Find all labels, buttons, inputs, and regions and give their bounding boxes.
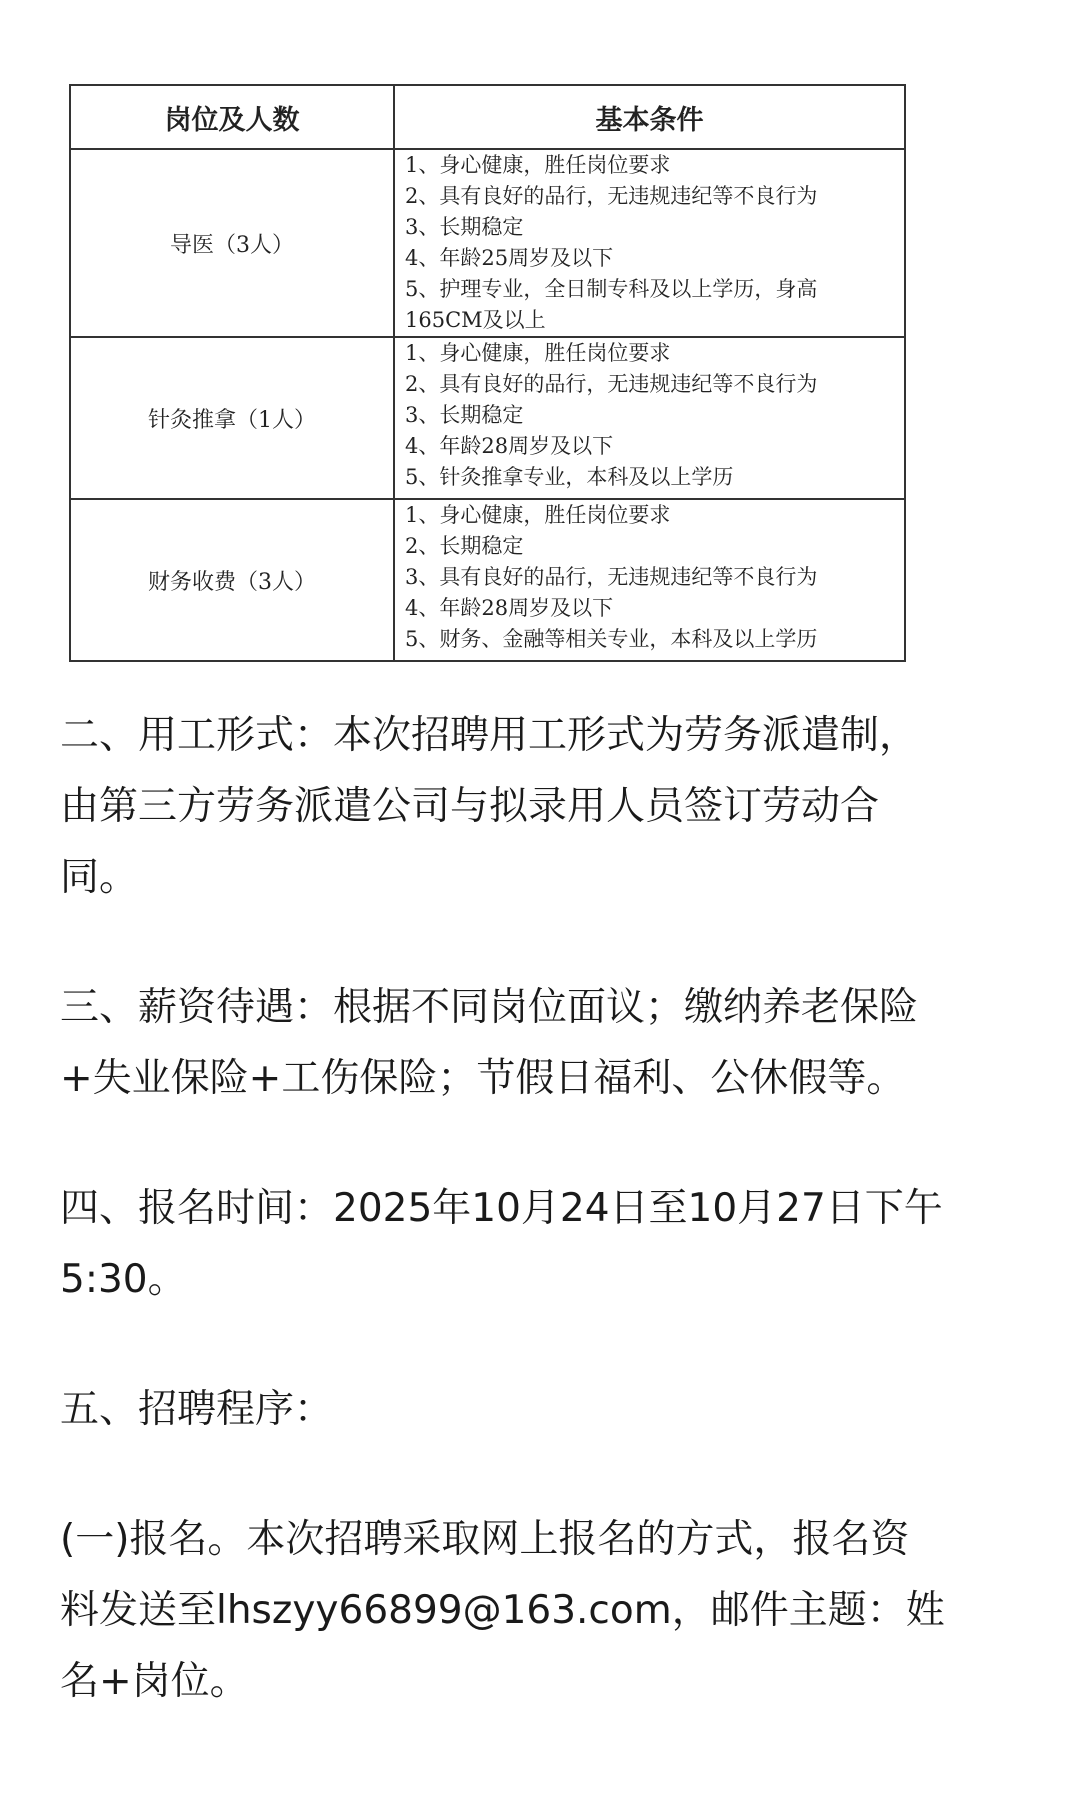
condition-line: 3、具有良好的品行，无违规违纪等不良行为 xyxy=(405,565,818,589)
condition-line: 1、身心健康，胜任岗位要求 xyxy=(405,503,671,527)
conditions-cell xyxy=(394,499,905,661)
table-header-row xyxy=(70,85,905,149)
conditions-cell xyxy=(394,337,905,499)
condition-line: 2、长期稳定 xyxy=(405,534,524,558)
registration-time-paragraph xyxy=(60,1173,1030,1315)
text-line: 同。 xyxy=(60,855,139,900)
conditions-cell xyxy=(394,149,905,337)
table-row xyxy=(70,149,905,337)
header-conditions: 基本条件 xyxy=(394,85,905,149)
text-line: 料发送至lhszyy66899@163.com，邮件主题：姓 xyxy=(60,1588,945,1633)
condition-line: 4、年龄28周岁及以下 xyxy=(405,434,614,458)
text-line: 二、用工形式：本次招聘用工形式为劳务派遣制， xyxy=(60,713,919,758)
condition-line: 4、年龄28周岁及以下 xyxy=(405,596,614,620)
condition-line: 1、身心健康，胜任岗位要求 xyxy=(405,341,671,365)
condition-line: 165CM及以上 xyxy=(405,308,546,332)
condition-line: 2、具有良好的品行，无违规违纪等不良行为 xyxy=(405,372,818,396)
condition-line: 5、财务、金融等相关专业，本科及以上学历 xyxy=(405,627,818,651)
header-position: 岗位及人数 xyxy=(70,85,394,149)
salary-paragraph xyxy=(60,972,1030,1114)
position-cell: 财务收费（3人） xyxy=(70,499,394,661)
condition-line: 4、年龄25周岁及以下 xyxy=(405,246,614,270)
table-row xyxy=(70,499,905,661)
signup-paragraph xyxy=(60,1504,1030,1717)
procedure-heading xyxy=(60,1374,1030,1445)
text-line: +失业保险+工伤保险；节假日福利、公休假等。 xyxy=(60,1056,906,1101)
condition-line: 3、长期稳定 xyxy=(405,403,524,427)
table-row xyxy=(70,337,905,499)
employment-form-paragraph xyxy=(60,700,1030,913)
condition-line: 5、针灸推拿专业，本科及以上学历 xyxy=(405,465,734,489)
text-line: 由第三方劳务派遣公司与拟录用人员签订劳动合 xyxy=(60,784,880,829)
body-text xyxy=(60,700,1030,1776)
text-line: (一)报名。本次招聘采取网上报名的方式，报名资 xyxy=(60,1517,910,1562)
text-line: 四、报名时间：2025年10月24日至10月27日下午 xyxy=(60,1186,943,1231)
text-line: 5:30。 xyxy=(60,1257,187,1302)
text-line: 三、薪资待遇：根据不同岗位面议；缴纳养老保险 xyxy=(60,985,919,1030)
position-cell: 导医（3人） xyxy=(70,149,394,337)
position-cell: 针灸推拿（1人） xyxy=(70,337,394,499)
condition-line: 2、具有良好的品行，无违规违纪等不良行为 xyxy=(405,184,818,208)
condition-line: 5、护理专业，全日制专科及以上学历，身高 xyxy=(405,277,818,301)
condition-line: 3、长期稳定 xyxy=(405,215,524,239)
condition-line: 1、身心健康，胜任岗位要求 xyxy=(405,153,671,177)
text-line: 五、招聘程序： xyxy=(60,1387,334,1432)
requirements-table xyxy=(69,84,906,662)
text-line: 名+岗位。 xyxy=(60,1659,249,1704)
